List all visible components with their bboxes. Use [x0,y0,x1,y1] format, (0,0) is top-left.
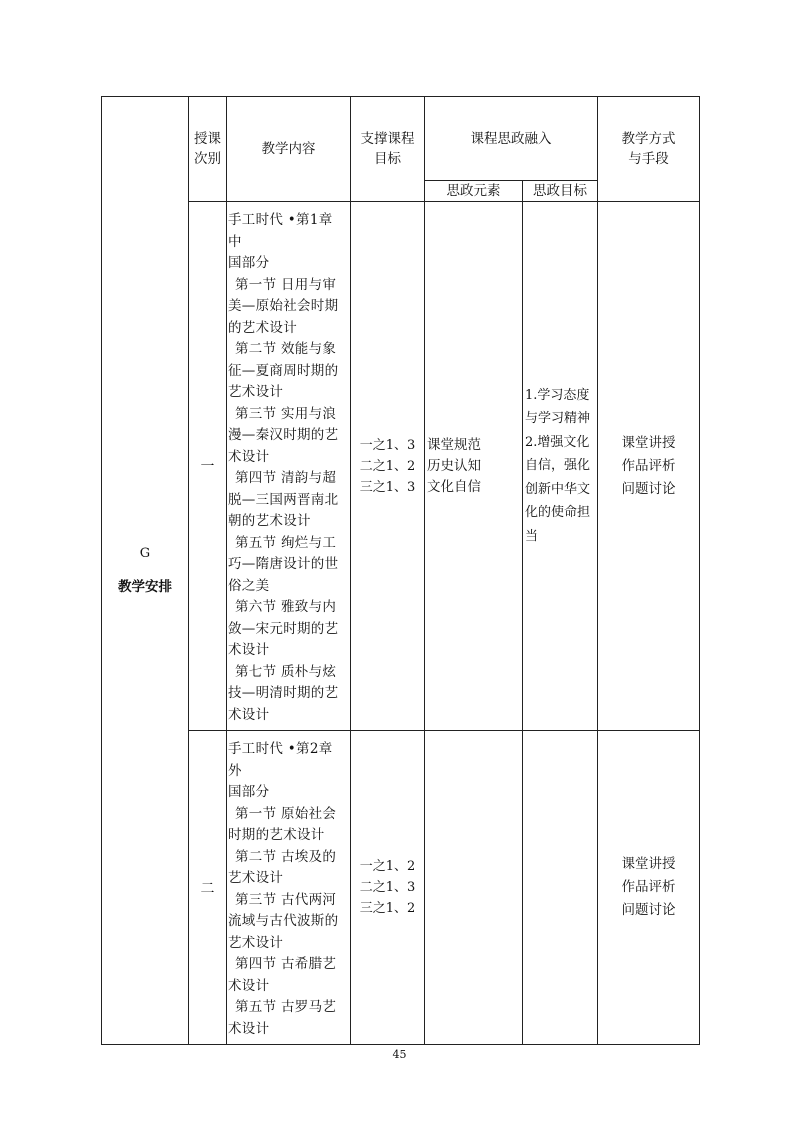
content-line: 美—原始社会时期 [228,298,339,314]
content-cell [227,731,351,1045]
method-cell: 课堂讲授 作品评析 问题讨论 [598,202,700,731]
content-line: 敛—宋元时期的艺 [228,620,339,637]
content-line: 征—夏商周时期的 [228,362,339,379]
content-line: 第二节 古埃及的 [235,848,337,865]
content-line: 俗之美 [228,577,270,594]
content-line: 流域与古代波斯的 [228,913,339,929]
content-line: 第四节 清韵与超 [235,470,337,486]
content-cell [227,202,351,731]
content-line: 术设计 [228,1020,270,1037]
header-goals: 支撑课程 目标 [351,97,425,202]
content-line: 术设计 [228,448,270,465]
content-line: 第六节 雅致与内 [235,599,337,615]
schedule-table [101,96,700,1045]
goals-cell: 一之1、2 二之1、3 三之1、2 [351,731,425,1045]
content-line: 第七节 质朴与炫 [235,663,337,680]
content-line: 国部分 [228,784,270,800]
section-letter: G [139,546,151,561]
session-number: 二 [189,731,227,1045]
table-row [102,202,700,731]
page-number: 45 [392,1048,407,1061]
content-line: 脱—三国两晋南北 [228,491,339,508]
content-line: 巧—隋唐设计的世 [228,556,339,572]
content-line: 术设计 [228,706,270,723]
header-targets: 思政目标 [523,181,598,202]
header-content: 教学内容 [227,97,351,202]
content-line: 技—明清时期的艺 [228,685,339,701]
content-line: 艺术设计 [228,384,284,400]
content-line: 第四节 古希腊艺 [235,956,337,972]
goals-cell: 一之1、3 二之1、2 三之1、3 [351,202,425,731]
content-line: 术设计 [228,642,270,658]
session-number: 一 [189,202,227,731]
content-line: 术设计 [228,977,270,994]
header-ideology: 课程思政融入 [425,97,598,181]
method-cell: 课堂讲授 作品评析 问题讨论 [598,731,700,1045]
header-elements: 思政元素 [425,181,523,202]
targets-cell [523,731,598,1045]
content-line: 时期的艺术设计 [228,827,325,843]
content-line: 手工时代 •第2章 外 [228,741,333,779]
content-line: 第一节 原始社会 [235,805,337,822]
content-line: 第五节 绚烂与工 [235,534,337,551]
elements-cell: 课堂规范 历史认知 文化自信 [425,202,523,731]
content-line: 第三节 古代两河 [235,891,337,908]
elements-cell [425,731,523,1045]
content-line: 第二节 效能与象 [235,341,337,357]
header-method: 教学方式 与手段 [598,97,700,202]
content-line: 手工时代 •第1章 中 [228,212,333,250]
content-line: 艺术设计 [228,934,284,951]
header-session: 授课 次别 [189,97,227,202]
section-label-cell [102,97,189,1045]
section-title: 教学安排 [118,579,172,595]
content-line: 朝的艺术设计 [228,513,311,529]
table-row [102,731,700,1045]
content-line: 第一节 日用与审 [235,276,337,293]
content-line: 艺术设计 [228,870,284,886]
content-line: 国部分 [228,255,270,271]
content-line: 的艺术设计 [228,319,297,336]
content-line: 第三节 实用与浪 [235,405,337,422]
content-line: 第五节 古罗马艺 [235,999,337,1015]
targets-cell: 1.学习态度 与学习精神 2.增强文化 自信，强化 创新中华文 化的使命担 当 [523,202,598,731]
content-line: 漫—秦汉时期的艺 [228,427,339,443]
